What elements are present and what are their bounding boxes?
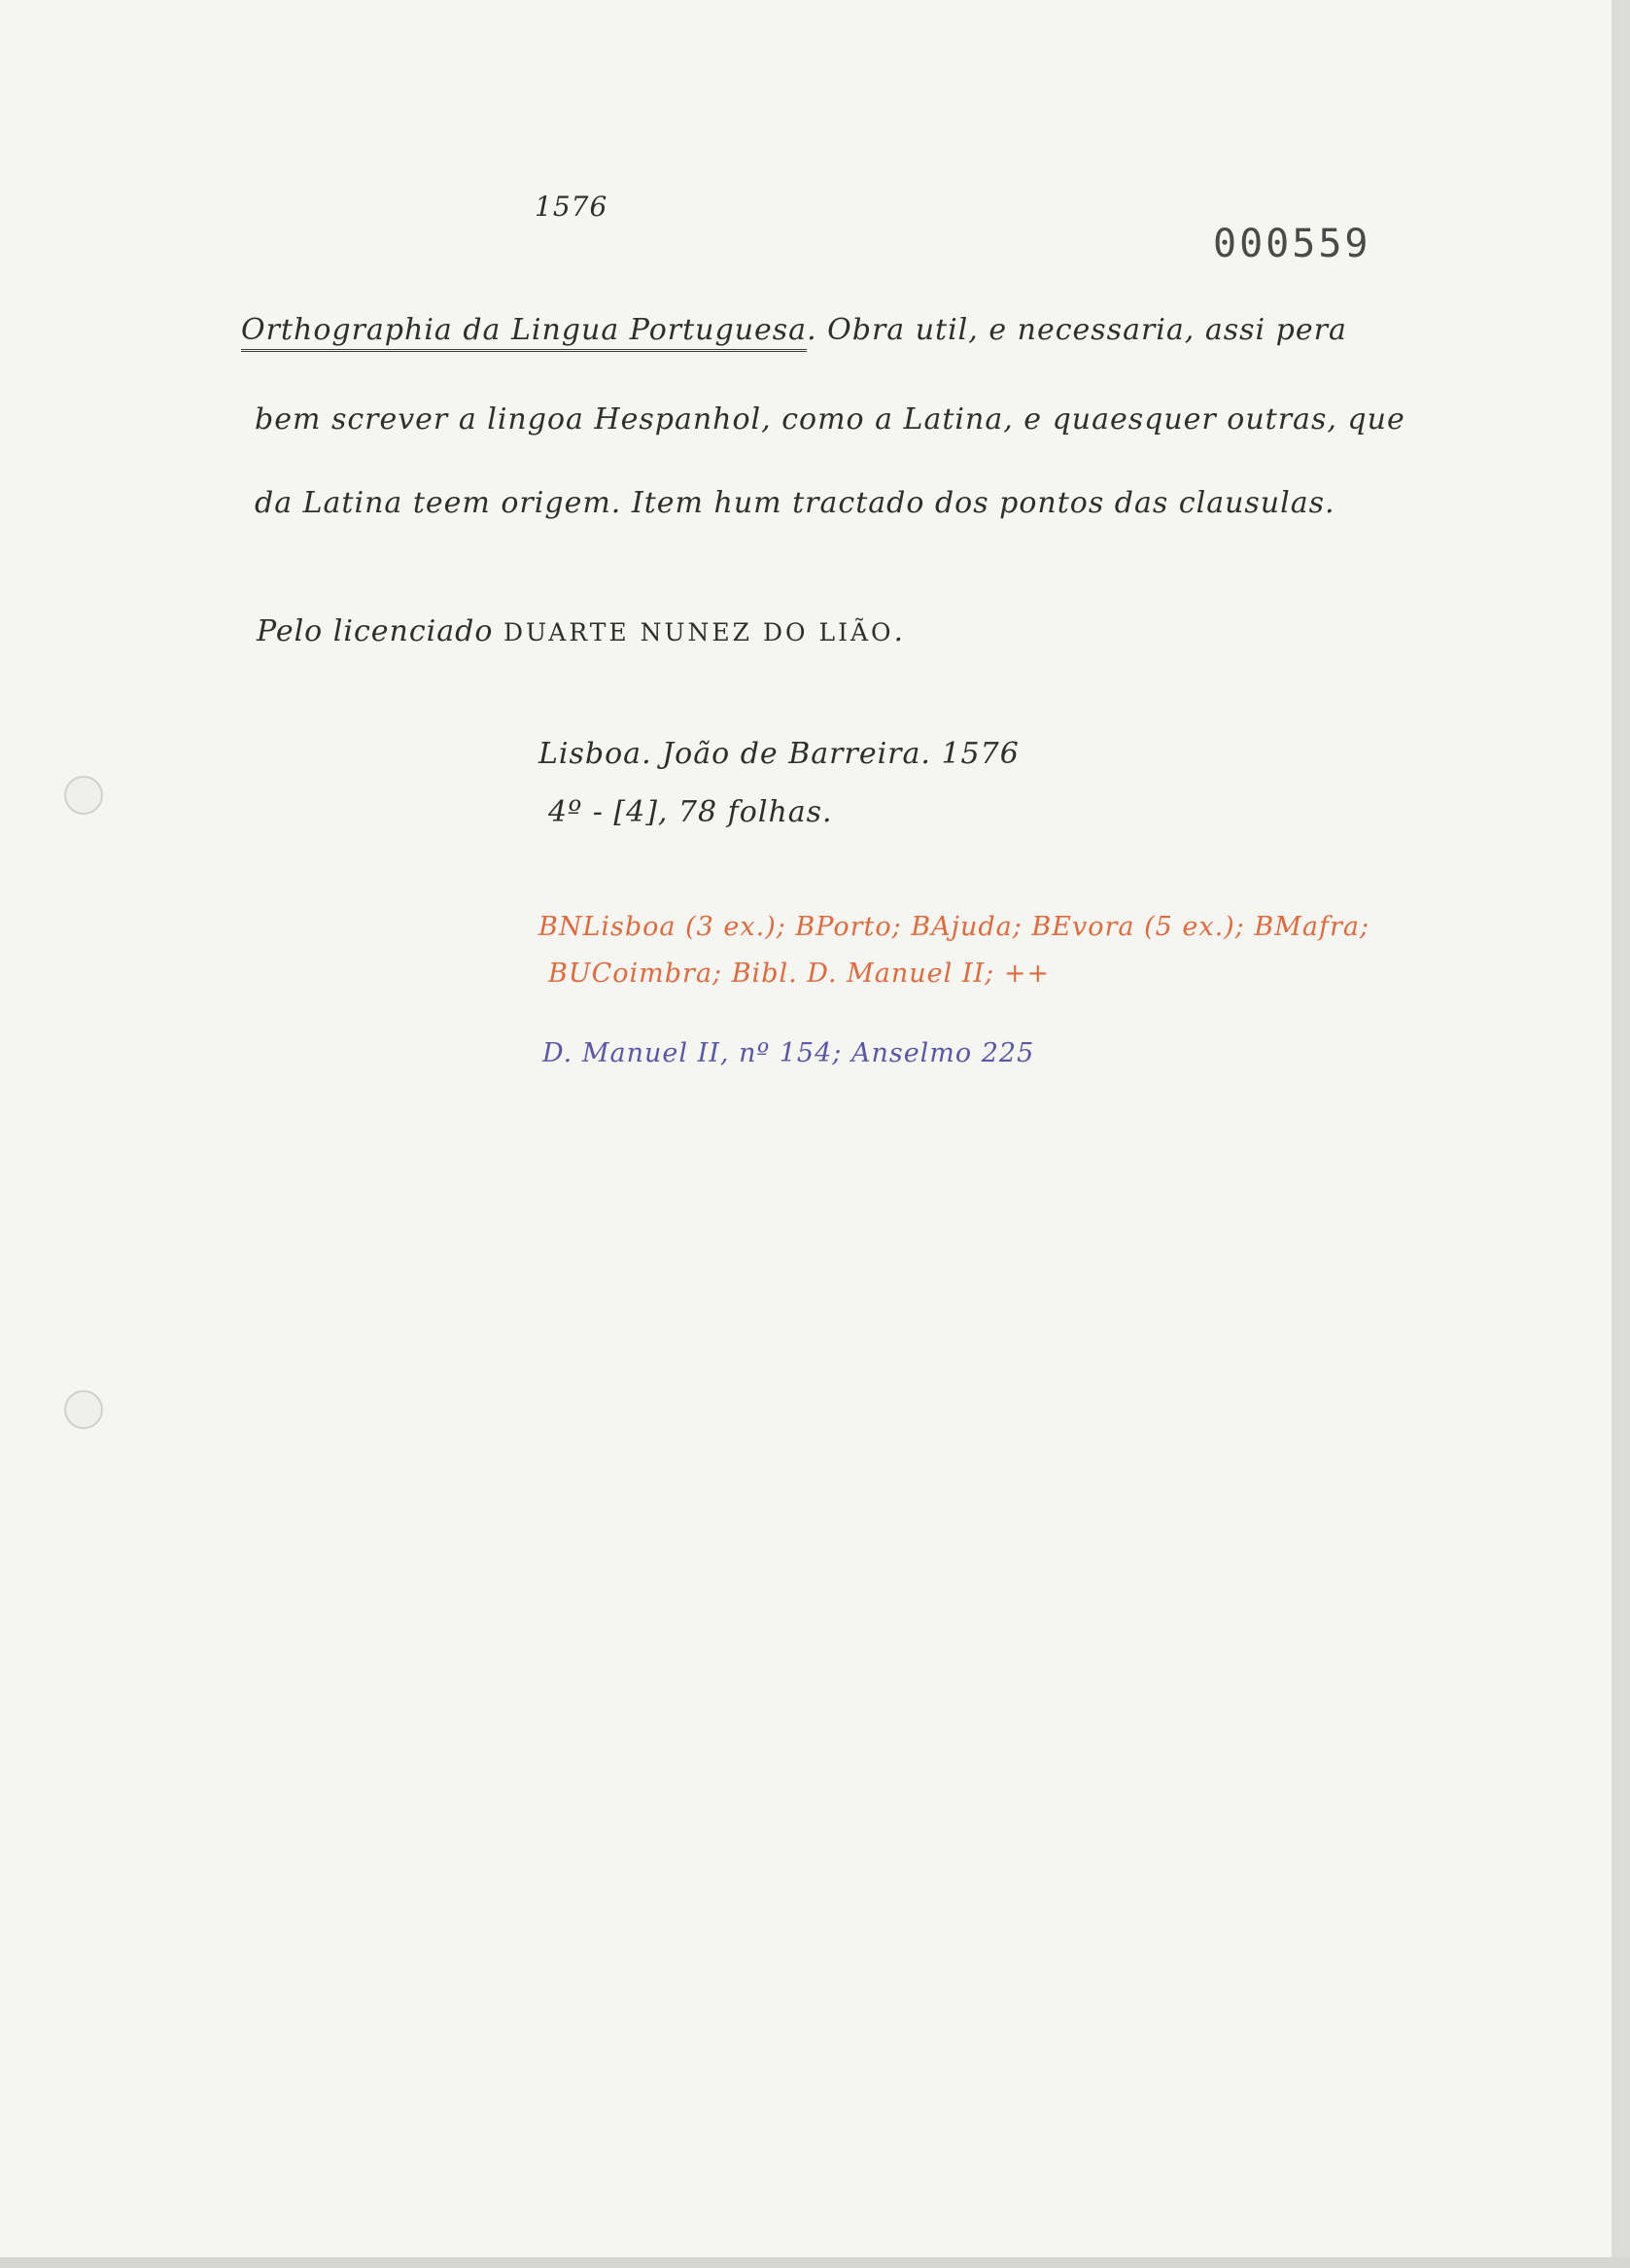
imprint: Lisboa. João de Barreira. 1576	[538, 737, 1020, 771]
description-line-2: bem screver a lingoa Hespanhol, como a Latina, e quaesquer outras, que	[255, 402, 1405, 436]
description-line-3: da Latina teem origem. Item hum tractado dos pontos das clausulas.	[255, 486, 1335, 520]
author-prefix: Pelo licenciado	[257, 614, 494, 648]
collation: 4º - [4], 78 folhas.	[548, 795, 833, 829]
book-title: Orthographia da Lingua Portuguesa	[241, 313, 807, 352]
author-line	[257, 614, 904, 648]
bibliographic-references: D. Manuel II, nº 154; Anselmo 225	[542, 1038, 1035, 1068]
record-year: 1576	[535, 191, 608, 223]
description-line-1	[241, 313, 1347, 347]
author-name: DUARTE NUNEZ DO LIÃO	[503, 618, 894, 646]
sheet-right-edge	[1612, 0, 1630, 2268]
catalog-number-stamp: 000559	[1213, 222, 1371, 266]
author-suffix: .	[893, 614, 905, 648]
punch-hole-upper	[64, 776, 103, 815]
sheet-bottom-edge	[0, 2257, 1630, 2268]
punch-hole-lower	[64, 1390, 103, 1429]
description-line-1-rest: . Obra util, e necessaria, assi pera	[807, 313, 1347, 347]
holdings-line-2: BUCoimbra; Bibl. D. Manuel II; ++	[548, 959, 1051, 989]
holdings-line-1: BNLisboa (3 ex.); BPorto; BAjuda; BEvora (5 ex.); BMafra;	[538, 912, 1370, 942]
